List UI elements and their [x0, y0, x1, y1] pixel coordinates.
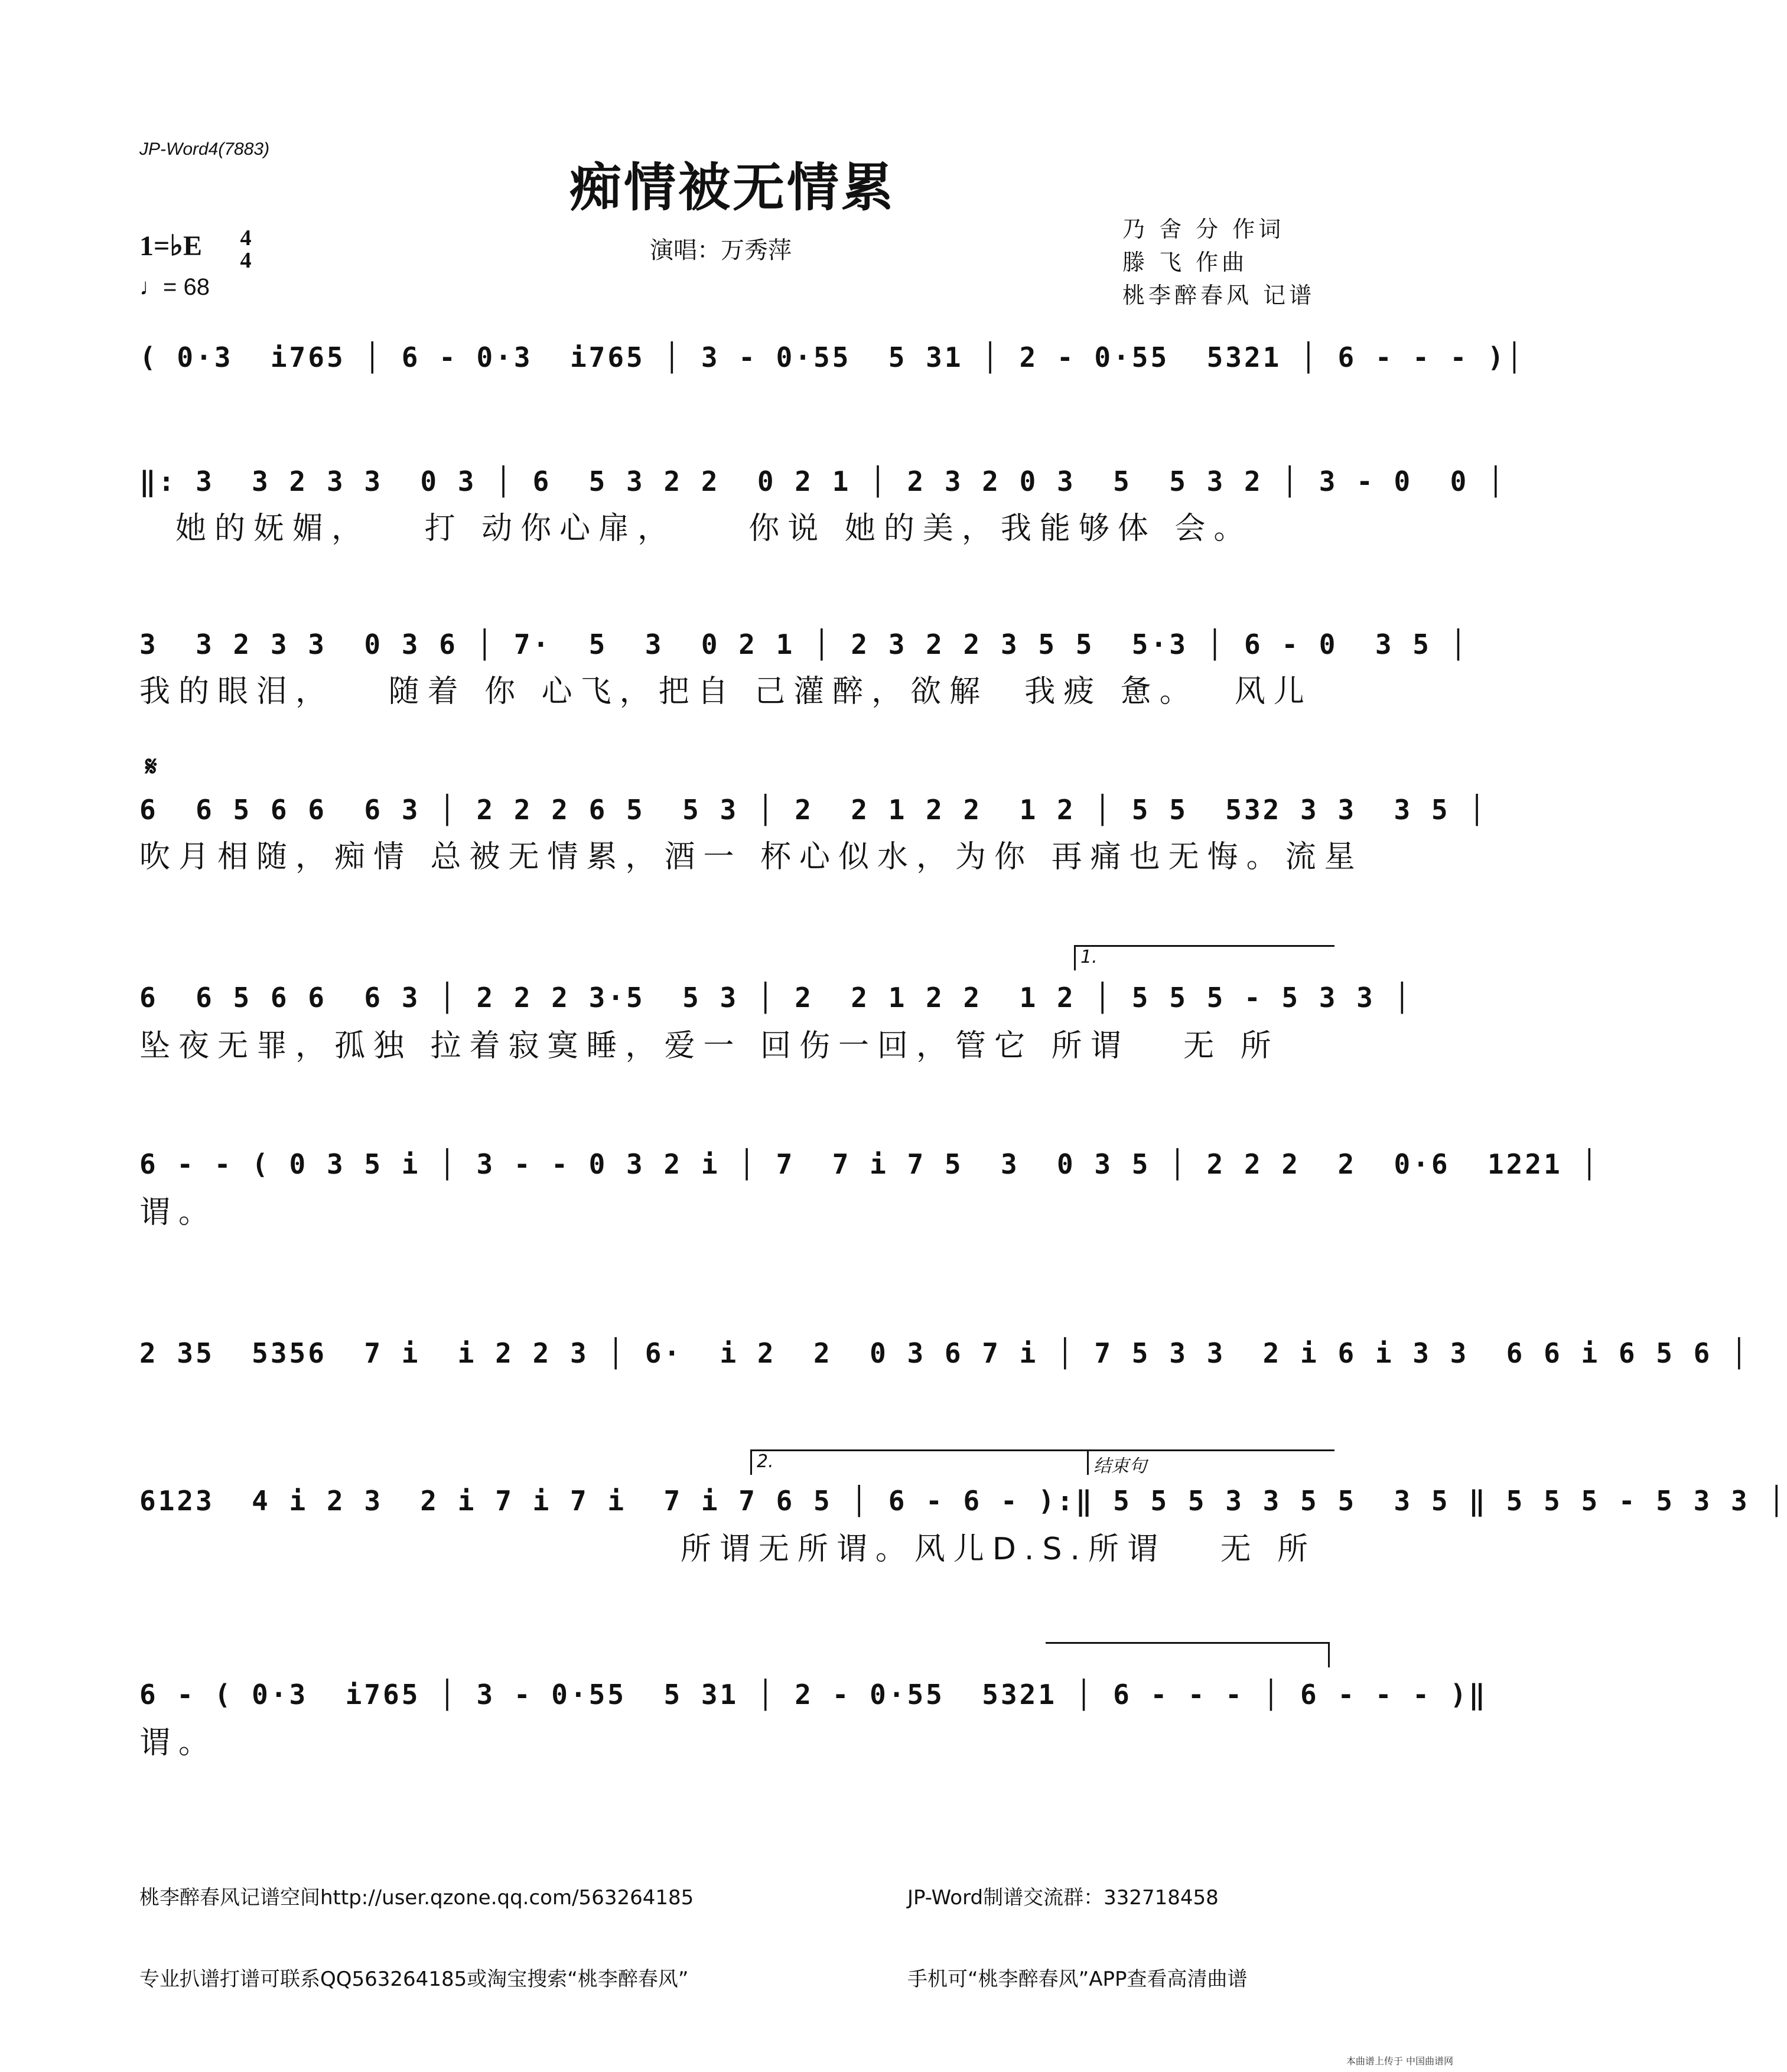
score-line-1: ( 0·3 i765 │ 6 - 0·3 i765 │ 3 - 0·55 5 31 │ 2 - 0·55 5321 │ 6 - - - )│: [139, 341, 1525, 373]
footer-left: [139, 1830, 694, 2020]
ending-phrase-label: 结束句: [1087, 1449, 1334, 1475]
score-line-2: ‖: 3 3 2 3 3 0 3 │ 6 5 3 2 2 0 2 1 │ 2 3 2 0 3 5 5 3 2 │ 3 - 0 0 │: [139, 465, 1506, 497]
score-line-6: 6 - - ( 0 3 5 i │ 3 - - 0 3 2 i │ 7 7 i 7 5 3 0 3 5 │ 2 2 2 2 0·6 1221 │: [139, 1148, 1600, 1180]
song-title: 痴情被无情累: [569, 157, 896, 218]
time-signature: [234, 227, 258, 272]
site-watermark: 本曲谱上传于 中国曲谱网: [1346, 2055, 1453, 2067]
volta-first-ending: 1.: [1074, 945, 1334, 970]
lyric-line-5: 坠夜无罪，孤独 拉着寂寞睡，爱一 回伤一回，管它 所谓 无 所: [139, 1028, 1280, 1064]
key-signature: 1=♭E: [139, 230, 203, 262]
meter-bottom: 4: [240, 248, 252, 273]
footer-right: [907, 1830, 1248, 2020]
footer-group-text: JP-Word制谱交流群：332718458: [907, 1886, 1219, 1910]
tempo-marking: ♩= 68: [139, 274, 210, 300]
score-line-4: 6 6 5 6 6 6 3 │ 2 2 2 6 5 5 3 │ 2 2 1 2 2 1 2 │ 5 5 532 3 3 3 5 │: [139, 794, 1487, 826]
footer-contact-text: 专业扒谱打谱可联系QQ563264185或淘宝搜索“桃李醉春风”: [139, 1967, 689, 1991]
lyric-line-9: 谓。: [139, 1725, 218, 1761]
meter-top: 4: [240, 226, 252, 250]
composer-credit: 滕 飞 作曲: [1122, 249, 1248, 275]
lyricist-credit: 乃 舍 分 作词: [1122, 216, 1285, 242]
lyric-line-2: 她的妩媚， 打 动你心扉， 你说 她的美，我能够体 会。: [139, 511, 1253, 546]
score-line-9: 6 - ( 0·3 i765 │ 3 - 0·55 5 31 │ 2 - 0·55 5321 │ 6 - - - │ 6 - - - )‖: [139, 1679, 1487, 1711]
score-line-8: 6123 4 i 2 3 2 i 7 i 7 i 7 i 7 6 5 │ 6 - 6 - ):‖ 5 5 5 3 3 5 5 3 5 ‖ 5 5 5 - 5 3 3 │: [139, 1485, 1787, 1517]
lyric-line-6: 谓。: [139, 1195, 218, 1230]
score-line-5: 6 6 5 6 6 6 3 │ 2 2 2 3·5 5 3 │ 2 2 1 2 2 1 2 │ 5 5 5 - 5 3 3 │: [139, 982, 1413, 1014]
volta-second-ending: 2.: [750, 1449, 1088, 1475]
credits-block: [1122, 213, 1315, 312]
footer-app-text: 手机可“桃李醉春风”APP查看高清曲谱: [907, 1967, 1248, 1991]
software-label: JP-Word4(7883): [139, 139, 270, 159]
lyric-line-3: 我的眼泪， 随着 你 心飞，把自 己灌醉，欲解 我疲 惫。 风儿: [139, 674, 1313, 709]
lyric-line-4: 吹月相随，痴情 总被无情累，酒一 杯心似水，为你 再痛也无悔。流星: [139, 839, 1363, 875]
singer-credit: 演唱：万秀萍: [650, 237, 792, 264]
score-line-7: 2 35 5356 7 i i 2 2 3 │ 6· i 2 2 0 3 6 7 i │ 7 5 3 3 2 i 6 i 3 3 6 6 i 6 5 6 │: [139, 1337, 1750, 1369]
lyric-line-8: 所谓无所谓。风儿D.S.所谓 无 所: [139, 1532, 1317, 1567]
segno-sign: 𝄋: [145, 750, 157, 782]
transcriber-credit: 桃李醉春风 记谱: [1122, 282, 1316, 308]
score-line-3: 3 3 2 3 3 0 3 6 │ 7· 5 3 0 2 1 │ 2 3 2 2 3 5 5 5·3 │ 6 - 0 3 5 │: [139, 628, 1469, 660]
footer-qzone-link[interactable]: 桃李醉春风记谱空间http://user.qzone.qq.com/563264185: [139, 1886, 694, 1910]
